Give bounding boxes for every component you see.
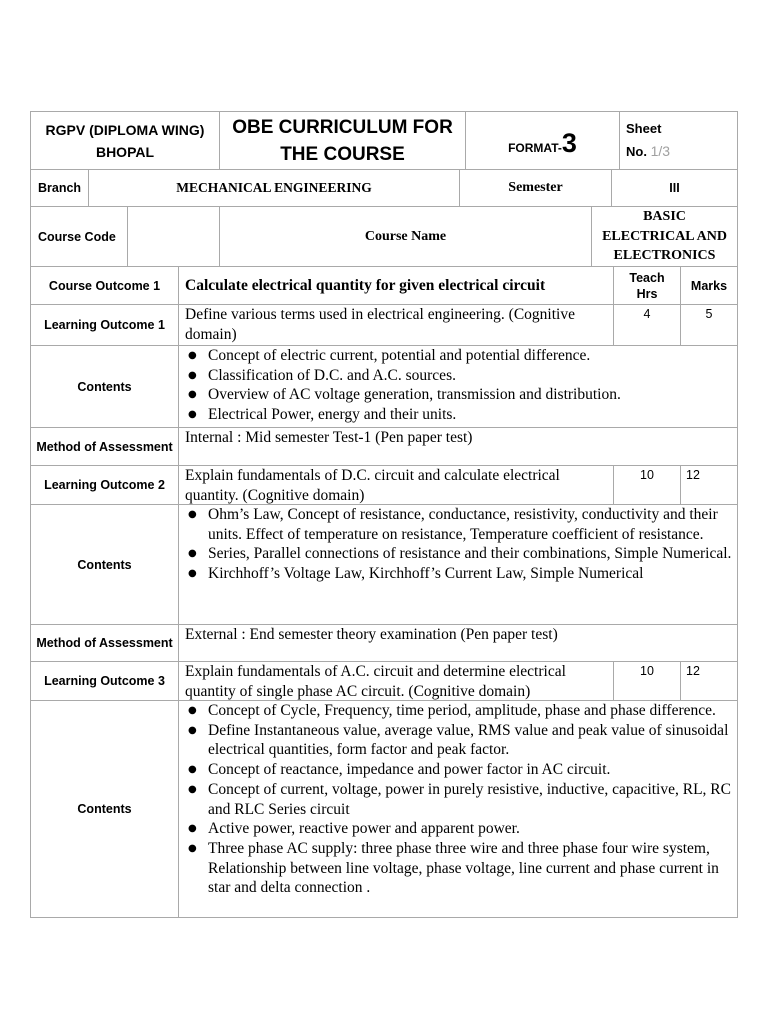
course-name-value-cell <box>592 207 738 267</box>
marks-header-cell <box>681 267 738 305</box>
course-outcome-label: Course Outcome 1 <box>48 278 161 293</box>
contents-list <box>185 505 734 584</box>
document-title-cell <box>220 111 466 170</box>
assessment-cell <box>179 625 738 662</box>
content-bullet-item: ● Define Instantaneous value, average value, RMS value and peak value of sinusoidal electrical quantities, form factor and peak factor. <box>185 721 734 760</box>
branch-value: MECHANICAL ENGINEERING <box>176 180 372 196</box>
contents-label-cell <box>30 505 179 625</box>
sheet-label: Sheet <box>626 121 662 136</box>
format-cell <box>466 111 620 170</box>
assessment-label-cell <box>30 428 179 466</box>
institution-cell <box>30 111 220 170</box>
sheet-no-value: 1/3 <box>650 143 671 159</box>
assessment-cell <box>179 428 738 466</box>
course-name-label: Course Name <box>364 228 447 244</box>
course-code-label-cell <box>30 207 128 267</box>
content-bullet-item: ● Concept of reactance, impedance and power factor in AC circuit. <box>185 760 734 780</box>
contents-label-cell <box>30 701 179 918</box>
teach-hrs-value: 10 <box>640 664 654 678</box>
assessment-text: External : End semester theory examination (Pen paper test) <box>185 626 558 643</box>
learning-outcome-text: Explain fundamentals of A.C. circuit and determine electrical quantity of single phase AC circuit. (Cognitive domain) <box>185 663 566 700</box>
format-number: 3 <box>561 128 577 158</box>
branch-label-cell <box>30 170 89 207</box>
teach-hrs-header-cell <box>614 267 681 305</box>
course-code-value-cell <box>128 207 220 267</box>
contents-label-cell <box>30 346 179 428</box>
institution-line-1: RGPV (DIPLOMA WING) <box>45 121 205 138</box>
content-bullet-item: ● Three phase AC supply: three phase three wire and three phase four wire system, Relationship between line voltage, phase voltage, line current and phase current in star and delta connection . <box>185 839 734 898</box>
teach-hrs-header: Teach Hrs <box>629 270 665 301</box>
semester-value-cell <box>612 170 738 207</box>
branch-value-cell <box>89 170 460 207</box>
learning-outcome-text-cell <box>179 466 614 505</box>
marks-value: 5 <box>705 307 713 321</box>
course-name-value: BASIC ELECTRICAL AND ELECTRONICS <box>602 209 727 264</box>
contents-cell <box>179 701 738 918</box>
sheet-no-label: No. <box>626 144 647 159</box>
content-bullet-item: ● Electrical Power, energy and their units. <box>185 405 734 425</box>
learning-outcome-label-cell <box>30 466 179 505</box>
content-bullet-item: ● Ohm’s Law, Concept of resistance, conductance, resistivity, conductivity and their units. Effect of temperature on resistance, Temperature coefficient of resistance. <box>185 505 734 544</box>
assessment-label: Method of Assessment <box>36 439 173 454</box>
format-id <box>508 122 577 159</box>
semester-label: Semester <box>508 180 563 196</box>
content-bullet-item: ● Overview of AC voltage generation, transmission and distribution. <box>185 385 734 405</box>
assessment-text: Internal : Mid semester Test-1 (Pen paper test) <box>185 429 473 446</box>
marks-cell <box>681 662 738 701</box>
sheet-cell <box>620 111 738 170</box>
marks-cell <box>681 305 738 346</box>
content-bullet-item: ● Kirchhoff’s Voltage Law, Kirchhoff’s Current Law, Simple Numerical <box>185 564 734 584</box>
content-bullet-item: ● Classification of D.C. and A.C. sources. <box>185 366 734 386</box>
assessment-label-cell <box>30 625 179 662</box>
institution-name <box>46 119 205 163</box>
format-label: FORMAT- <box>508 141 562 155</box>
contents-list <box>185 346 734 425</box>
learning-outcome-text-cell <box>179 305 614 346</box>
content-bullet-item: ● Series, Parallel connections of resistance and their combinations, Simple Numerical. <box>185 544 734 564</box>
document-title-line-1: OBE CURRICULUM FOR <box>232 116 453 138</box>
teach-hrs-cell <box>614 466 681 505</box>
assessment-label: Method of Assessment <box>36 636 173 650</box>
marks-value: 12 <box>686 468 700 482</box>
document-title-line-2: THE COURSE <box>280 143 405 165</box>
contents-list <box>185 701 734 898</box>
course-outcome-text: Calculate electrical quantity for given electrical circuit <box>185 276 546 294</box>
contents-label: Contents <box>77 557 132 572</box>
learning-outcome-text: Define various terms used in electrical engineering. (Cognitive domain) <box>185 306 575 343</box>
teach-hrs-cell <box>614 305 681 346</box>
institution-line-2: BHOPAL <box>95 143 155 160</box>
learning-outcome-label: Learning Outcome 2 <box>44 478 165 492</box>
course-code-label: Course Code <box>38 229 116 244</box>
content-bullet-item: ● Concept of electric current, potential and potential difference. <box>185 346 734 366</box>
learning-outcome-label: Learning Outcome 3 <box>44 674 165 688</box>
marks-cell <box>681 466 738 505</box>
sheet-number-line <box>626 140 670 163</box>
contents-label: Contents <box>77 802 132 816</box>
content-bullet-item: ● Concept of current, voltage, power in purely resistive, inductive, capacitive, RL, RC and RLC Series circuit <box>185 780 734 819</box>
teach-hrs-value: 10 <box>640 468 654 482</box>
branch-label: Branch <box>38 181 82 195</box>
semester-label-cell <box>460 170 612 207</box>
learning-outcome-label: Learning Outcome 1 <box>44 318 165 332</box>
marks-value: 12 <box>686 664 700 678</box>
content-bullet-item: ● Active power, reactive power and apparent power. <box>185 819 734 839</box>
teach-hrs-value: 4 <box>643 307 651 321</box>
semester-value: III <box>669 181 680 195</box>
contents-label: Contents <box>77 379 132 394</box>
learning-outcome-label-cell <box>30 662 179 701</box>
sheet-info <box>626 118 670 163</box>
marks-header: Marks <box>690 278 728 293</box>
course-outcome-text-cell <box>179 267 614 305</box>
teach-hrs-cell <box>614 662 681 701</box>
course-name-label-cell <box>220 207 592 267</box>
course-outcome-label-cell <box>30 267 179 305</box>
content-bullet-item: ● Concept of Cycle, Frequency, time period, amplitude, phase and phase difference. <box>185 701 734 721</box>
document-title <box>232 114 453 168</box>
contents-cell <box>179 505 738 625</box>
learning-outcome-text-cell <box>179 662 614 701</box>
contents-cell <box>179 346 738 428</box>
learning-outcome-text: Explain fundamentals of D.C. circuit and calculate electrical quantity. (Cognitive domain) <box>185 467 560 504</box>
learning-outcome-label-cell <box>30 305 179 346</box>
